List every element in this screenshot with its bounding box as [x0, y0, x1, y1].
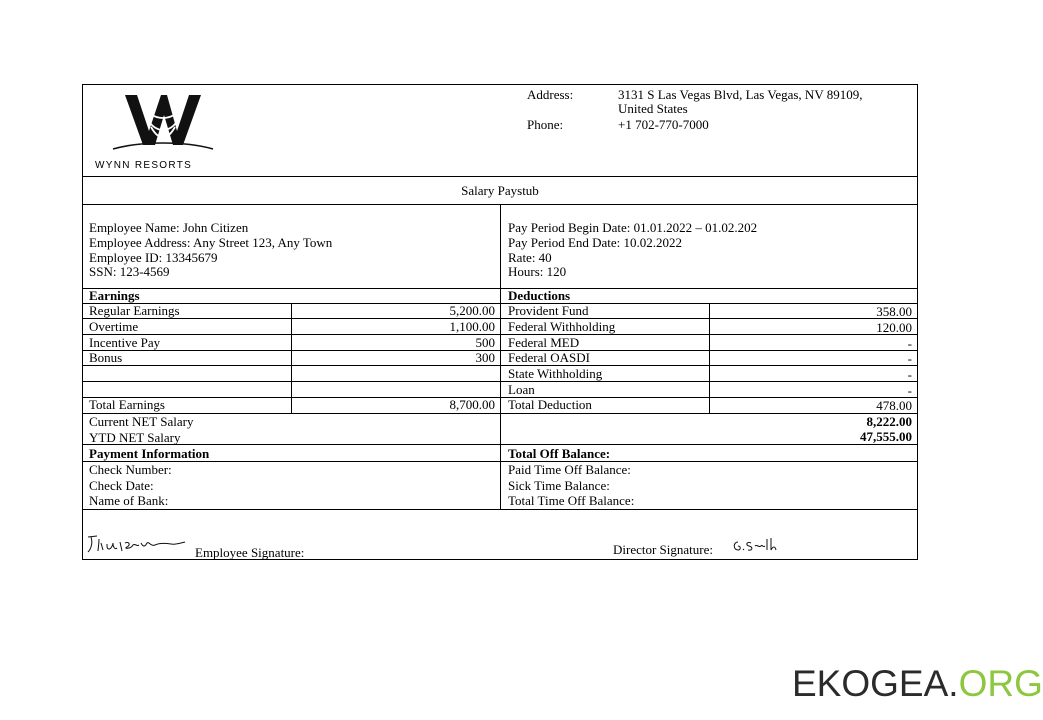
earnings-row-label: Incentive Pay [89, 335, 161, 350]
current-net-value: 8,222.00 [866, 414, 912, 429]
earnings-row-label: Overtime [89, 319, 139, 334]
employee-id: Employee ID: 13345679 [89, 250, 218, 265]
phone-value: +1 702-770-7000 [618, 117, 709, 132]
company-logo [111, 91, 215, 157]
total-earnings-label: Total Earnings [89, 397, 165, 412]
deductions-row-label: Provident Fund [508, 303, 589, 318]
ytd-net-value: 47,555.00 [860, 429, 912, 444]
earnings-row-amount: 1,100.00 [449, 319, 495, 334]
deductions-row-label: Loan [508, 382, 535, 397]
deductions-row-label: State Withholding [508, 366, 603, 381]
pay-period-end: Pay Period End Date: 10.02.2022 [508, 235, 683, 250]
deductions-row-label: Federal Withholding [508, 319, 616, 334]
watermark-main: EKOGEA. [792, 663, 959, 704]
divider [83, 461, 917, 462]
earnings-header: Earnings [89, 288, 140, 303]
earnings-row-amount: 500 [475, 335, 495, 350]
pay-period-begin: Pay Period Begin Date: 01.01.2022 – 01.02.202 [508, 220, 758, 235]
company-name: WYNN RESORTS [95, 160, 193, 171]
employee-address: Employee Address: Any Street 123, Any Town [89, 235, 333, 250]
pay-rate: Rate: 40 [508, 250, 552, 265]
deductions-row-amount: - [907, 351, 912, 366]
deductions-row-amount: 358.00 [876, 304, 912, 319]
address-label: Address: [527, 87, 574, 102]
deductions-header: Deductions [508, 288, 571, 303]
paystub-document [82, 84, 918, 560]
deductions-row-amount: - [907, 383, 912, 398]
total-earnings-value: 8,700.00 [449, 397, 495, 412]
ytd-net-label: YTD NET Salary [89, 430, 181, 445]
divider [83, 176, 917, 177]
phone-label: Phone: [527, 117, 564, 132]
employee-ssn: SSN: 123-4569 [89, 264, 170, 279]
employee-signature-label: Employee Signature: [195, 545, 305, 560]
deductions-row-amount: - [907, 336, 912, 351]
employee-signature [85, 533, 189, 555]
column-divider [500, 444, 501, 509]
earnings-row-amount: 300 [475, 350, 495, 365]
total-deduction-value: 478.00 [876, 398, 912, 413]
director-signature-label: Director Signature: [613, 542, 713, 557]
sick-time-label: Sick Time Balance: [508, 478, 610, 493]
director-signature [731, 534, 781, 556]
deductions-row-label: Federal MED [508, 335, 580, 350]
current-net-label: Current NET Salary [89, 414, 194, 429]
earnings-row-label: Regular Earnings [89, 303, 180, 318]
watermark [792, 664, 1043, 704]
earnings-row-amount: 5,200.00 [449, 303, 495, 318]
watermark-accent: ORG [958, 663, 1043, 704]
check-number-label: Check Number: [89, 462, 172, 477]
payment-info-header: Payment Information [89, 446, 210, 461]
divider [83, 509, 917, 510]
deductions-row-label: Federal OASDI [508, 350, 590, 365]
check-date-label: Check Date: [89, 478, 154, 493]
deductions-row-amount: 120.00 [876, 320, 912, 335]
wynn-logo-icon [111, 91, 215, 157]
earnings-row-label: Bonus [89, 350, 123, 365]
paid-time-off-label: Paid Time Off Balance: [508, 462, 631, 477]
total-time-off-label: Total Time Off Balance: [508, 493, 635, 508]
bank-name-label: Name of Bank: [89, 493, 169, 508]
divider [83, 288, 917, 289]
pay-hours: Hours: 120 [508, 264, 567, 279]
address-line-2: United States [618, 101, 688, 116]
page-title: Salary Paystub [461, 183, 539, 198]
time-off-header: Total Off Balance: [508, 446, 611, 461]
employee-name: Employee Name: John Citizen [89, 220, 249, 235]
total-deduction-label: Total Deduction [508, 397, 592, 412]
address-line-1: 3131 S Las Vegas Blvd, Las Vegas, NV 89109, [618, 87, 863, 102]
deductions-row-amount: - [907, 367, 912, 382]
